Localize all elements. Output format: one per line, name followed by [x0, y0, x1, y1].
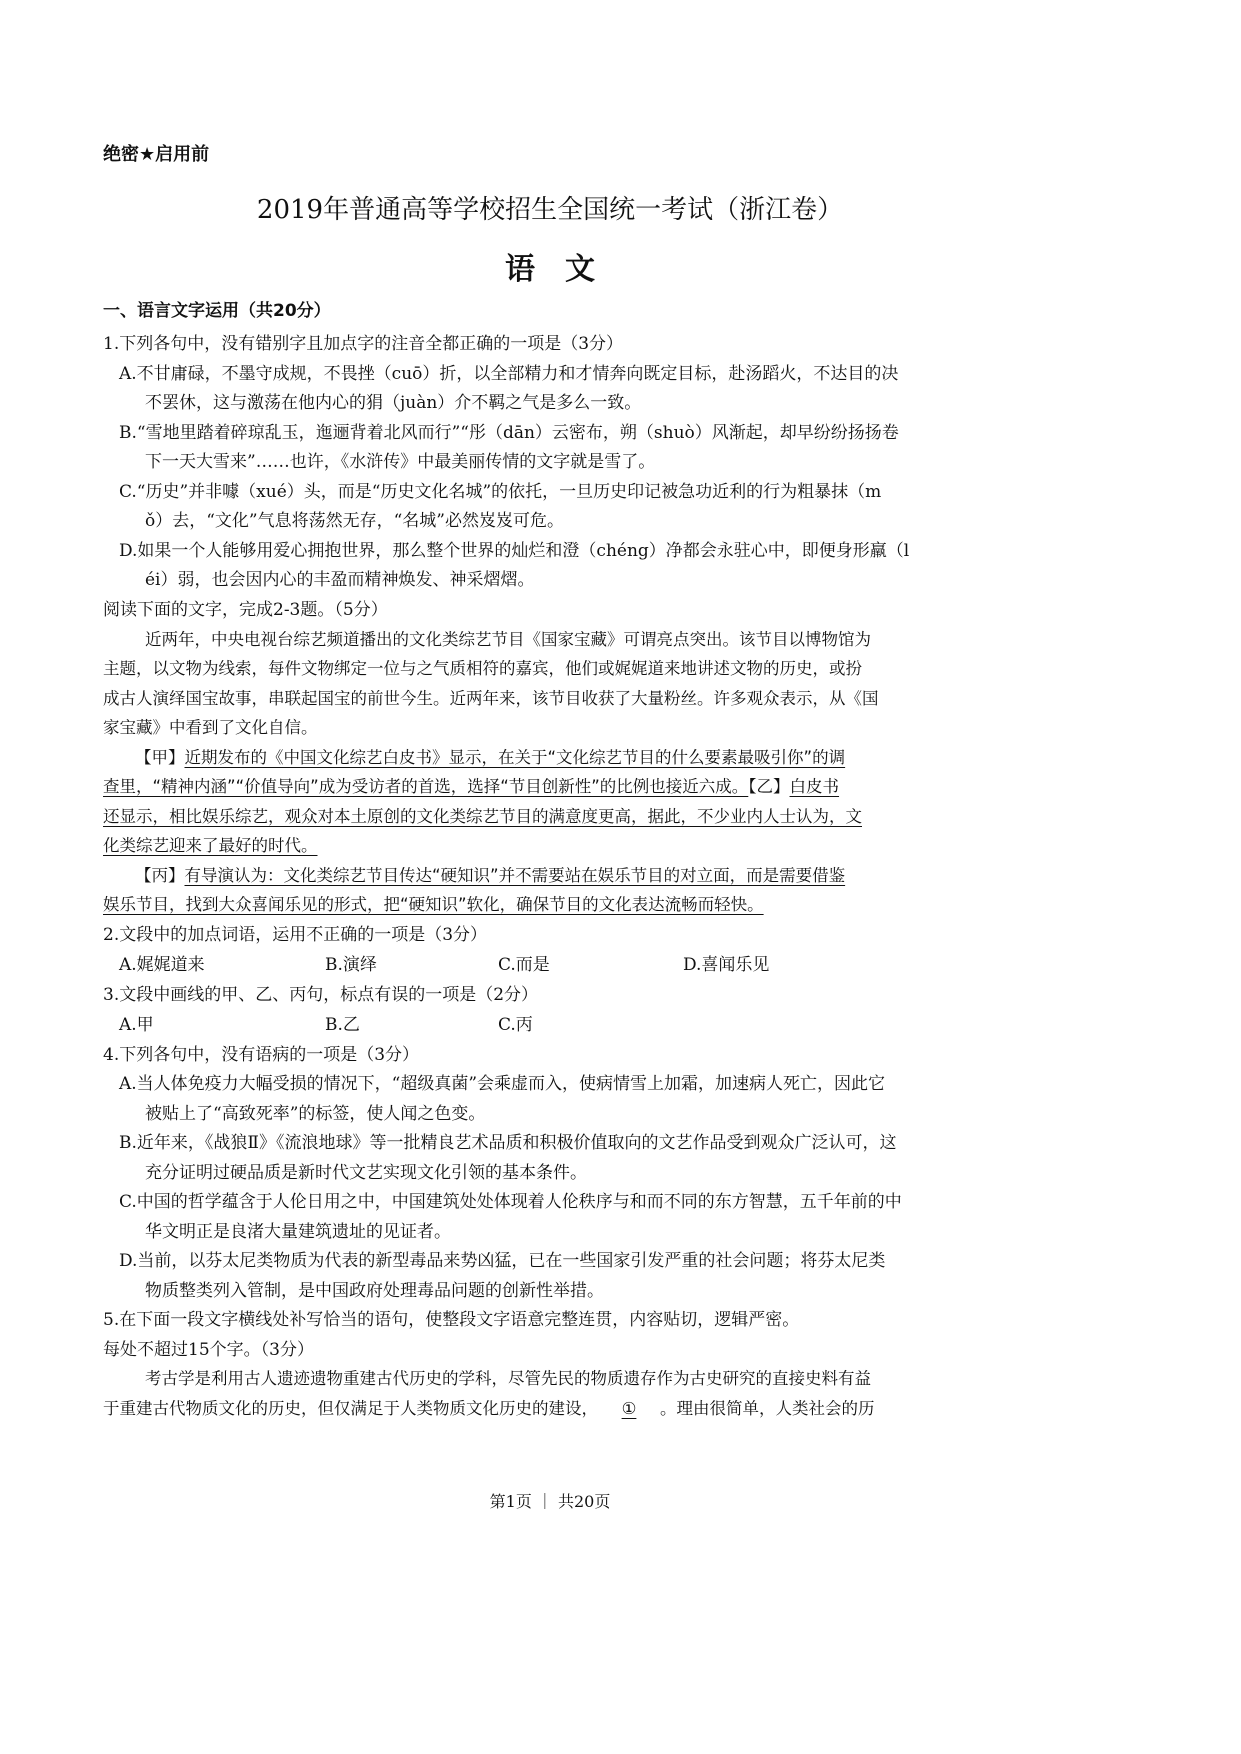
passage-text: 。理由很简单，人类社会的历 — [660, 1399, 875, 1418]
passage-line — [103, 1398, 875, 1420]
passage-line: 考古学是利用古人遗迹遗物重建古代历史的学科，尽管先民的物质遗存作为古史研究的直接史料有益 — [145, 1369, 871, 1388]
page-number: 第1页 ｜ 共20页 — [489, 1492, 611, 1511]
question-1-option-a: A.不甘庸碌，不墨守成规，不畏挫（cuō）折，以全部精力和才情奔向既定目标，赴汤蹈火，不达目的决 — [119, 364, 899, 384]
passage-text: 于重建古代物质文化的历史，但仅满足于人类物质文化历史的建设， — [103, 1399, 598, 1418]
passage-line — [135, 865, 845, 887]
passage-line — [103, 776, 839, 798]
question-1-option-a-cont: 不罢休，这与激荡在他内心的狷（juàn）介不羁之气是多么一致。 — [145, 393, 642, 413]
question-4-option-c: C.中国的哲学蕴含于人伦日用之中，中国建筑处处体现着人伦秩序与和而不同的东方智慧，五千年前的中 — [119, 1192, 902, 1212]
question-1-option-c-cont: ǒ）去，“文化”气息将荡然无存，“名城”必然岌岌可危。 — [145, 511, 564, 531]
secrecy-label: 绝密★启用前 — [103, 144, 210, 165]
underlined-sentence-bing: 有导演认为：文化类综艺节目传达“硬知识”并不需要站在娱乐节目的对立面，而是需要借鉴 — [184, 866, 846, 885]
passage-line: 家宝藏》中看到了文化自信。 — [103, 718, 318, 737]
section-title: 一、语言文字运用（共20分） — [103, 301, 331, 321]
question-3-stem: 3.文段中画线的甲、乙、丙句，标点有误的一项是（2分） — [103, 985, 539, 1005]
exam-title: 2019年普通高等学校招生全国统一考试（浙江卷） — [256, 195, 844, 225]
question-4-option-b-cont: 充分证明过硬品质是新时代文艺实现文化引领的基本条件。 — [145, 1163, 587, 1183]
question-1-option-d: D.如果一个人能够用爱心拥抱世界，那么整个世界的灿烂和澄（chéng）净都会永驻心中，即便身形羸（l — [119, 541, 910, 561]
question-4-option-c-cont: 华文明正是良渚大量建筑遗址的见证者。 — [145, 1222, 451, 1242]
underlined-sentence-yi-cont: 还显示，相比娱乐综艺，观众对本土原创的文化类综艺节目的满意度更高，据此，不少业内人士认为，文 — [103, 807, 862, 826]
question-1-option-b: B.“雪地里踏着碎琼乱玉，迤逦背着北风而行”“彤（dān）云密布，朔（shuò）风渐起，却早纷纷扬扬卷 — [119, 423, 899, 443]
question-1-stem: 1.下列各句中，没有错别字且加点字的注音全都正确的一项是（3分） — [103, 334, 624, 354]
question-2-option: A.娓娓道来 — [119, 955, 205, 975]
question-4-option-a: A.当人体免疫力大幅受损的情况下，“超级真菌”会乘虚而入，使病情雪上加霜，加速病人死亡，因此它 — [119, 1074, 886, 1094]
question-4-option-d: D.当前，以芬太尼类物质为代表的新型毒品来势凶猛，已在一些国家引发严重的社会问题；将芬太尼类 — [119, 1251, 886, 1271]
question-1-option-d-cont: éi）弱，也会因内心的丰盈而精神焕发、神采熠熠。 — [145, 570, 535, 590]
blank-number: ① — [621, 1399, 637, 1418]
passage-line — [135, 747, 845, 769]
question-4-option-a-cont: 被贴上了“高致死率”的标签，使人闻之色变。 — [145, 1104, 486, 1124]
mark-bing: 【丙】 — [135, 866, 185, 885]
underlined-sentence-yi-end: 化类综艺迎来了最好的时代。 — [103, 836, 318, 855]
passage-line: 近两年，中央电视台综艺频道播出的文化类综艺节目《国家宝藏》可谓亮点突出。该节目以博物馆为 — [145, 630, 871, 649]
reading-intro: 阅读下面的文字，完成2-3题。（5分） — [103, 600, 388, 620]
question-5-stem-cont: 每处不超过15个字。（3分） — [103, 1340, 314, 1360]
question-2-stem: 2.文段中的加点词语，运用不正确的一项是（3分） — [103, 925, 488, 945]
question-4-option-d-cont: 物质整类列入管制，是中国政府处理毒品问题的创新性举措。 — [145, 1281, 604, 1301]
question-2-option: C.而是 — [498, 955, 550, 975]
question-3-option: A.甲 — [119, 1015, 154, 1035]
question-1-option-b-cont: 下一天大雪来”……也许，《水浒传》中最美丽传情的文字就是雪了。 — [145, 452, 656, 472]
underlined-sentence-jia: 近期发布的《中国文化综艺白皮书》显示，在关于“文化综艺节目的什么要素最吸引你”的调 — [184, 748, 846, 767]
question-2-option: B.演绎 — [325, 955, 377, 975]
underlined-sentence-bing-cont: 娱乐节目，找到大众喜闻乐见的形式，把“硬知识”软化，确保节目的文化表达流畅而轻快。 — [103, 895, 764, 914]
passage-line: 成古人演绎国宝故事，串联起国宝的前世今生。近两年来，该节目收获了大量粉丝。许多观众表示，从《国 — [103, 689, 879, 708]
question-3-option: C.丙 — [498, 1015, 533, 1035]
passage-line: 主题，以文物为线索，每件文物绑定一位与之气质相符的嘉宾，他们或娓娓道来地讲述文物的历史，或扮 — [103, 659, 862, 678]
underlined-sentence-jia-cont: 查里，“精神内涵”“价值导向”成为受访者的首选，选择“节目创新性”的比例也接近六成。 — [103, 777, 749, 796]
question-4-option-b: B.近年来，《战狼Ⅱ》《流浪地球》等一批精良艺术品质和积极价值取向的文艺作品受到观众广泛认可，这 — [119, 1133, 897, 1153]
question-1-option-c: C.“历史”并非噱（xué）头，而是“历史文化名城”的依托，一旦历史印记被急功近利的行为粗暴抹（m — [119, 482, 882, 502]
answer-blank[interactable] — [598, 1398, 660, 1420]
question-2-option: D.喜闻乐见 — [683, 955, 770, 975]
question-4-stem: 4.下列各句中，没有语病的一项是（3分） — [103, 1045, 420, 1065]
mark-jia: 【甲】 — [135, 748, 185, 767]
mark-yi: 【乙】 — [748, 777, 790, 796]
subject-title: 语 文 — [505, 252, 595, 287]
question-5-stem: 5.在下面一段文字横线处补写恰当的语句，使整段文字语意完整连贯，内容贴切，逻辑严密。 — [103, 1310, 800, 1330]
question-3-option: B.乙 — [325, 1015, 360, 1035]
underlined-sentence-yi: 白皮书 — [789, 777, 840, 796]
